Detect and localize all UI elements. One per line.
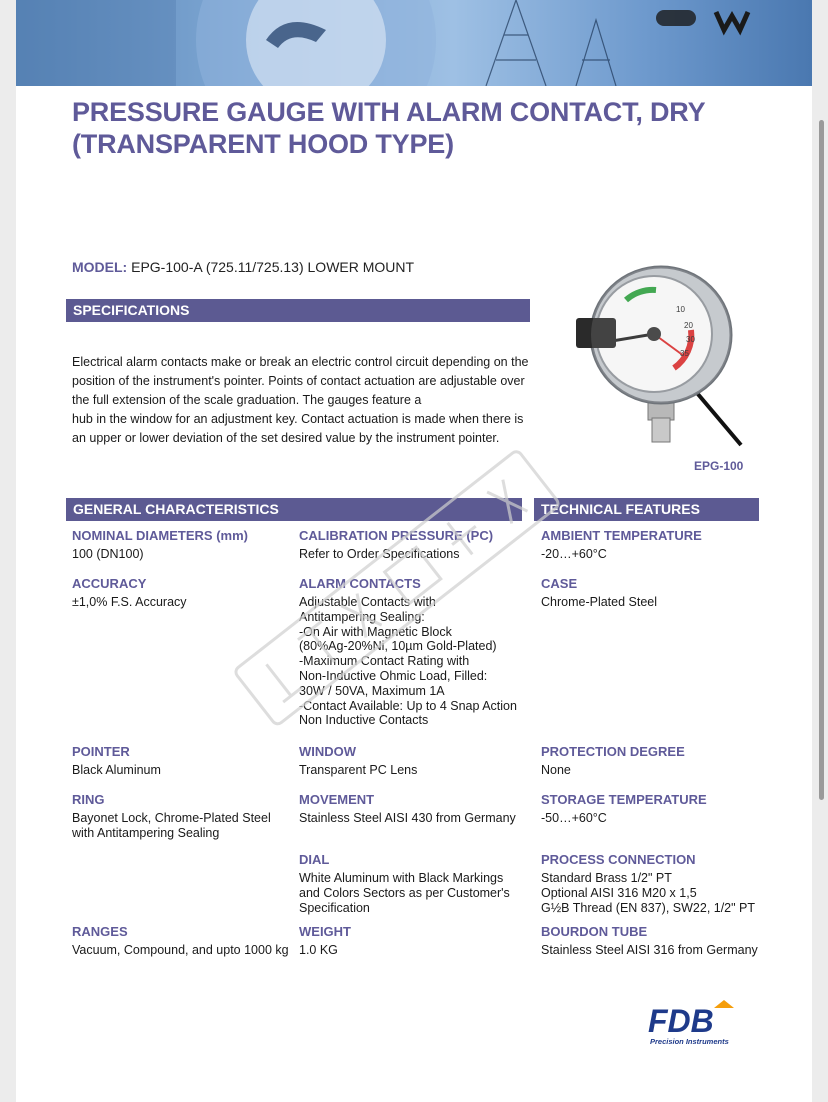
field-ring xyxy=(72,792,271,841)
technical-features-heading: TECHNICAL FEATURES xyxy=(534,498,759,521)
field-label: WINDOW xyxy=(299,744,357,759)
field-window xyxy=(299,744,417,778)
general-characteristics-heading: GENERAL CHARACTERISTICS xyxy=(66,498,522,521)
field-ranges xyxy=(72,924,289,958)
model-value: EPG-100-A (725.11/725.13) LOWER MOUNT xyxy=(131,259,415,275)
field-nominal-diameters xyxy=(72,528,248,562)
field-label: RING xyxy=(72,792,105,807)
field-label: CASE xyxy=(541,576,578,591)
field-value: Standard Brass 1/2" PT Optional AISI 316 M20 x 1,5 G½B Thread (EN 837), SW22, 1/2" PT xyxy=(541,871,756,915)
field-value: Transparent PC Lens xyxy=(299,763,418,777)
field-alarm-contacts xyxy=(299,576,517,728)
specifications-text xyxy=(72,353,532,448)
field-value: Stainless Steel AISI 430 from Germany xyxy=(299,811,516,825)
field-value: ±1,0% F.S. Accuracy xyxy=(72,595,187,609)
field-value: Chrome-Plated Steel xyxy=(541,595,658,609)
field-value: -20…+60°C xyxy=(541,547,607,561)
field-value: -50…+60°C xyxy=(541,811,607,825)
field-label: AMBIENT TEMPERATURE xyxy=(541,528,702,543)
spec-line: the full extension of the scale graduation. The gauges feature a xyxy=(72,393,422,407)
field-value: 100 (DN100) xyxy=(72,547,144,561)
spec-line: Electrical alarm contacts make or break an electric control circuit depending on the xyxy=(72,355,529,369)
field-label: RANGES xyxy=(72,924,128,939)
field-value: Stainless Steel AISI 316 from Germany xyxy=(541,943,758,957)
dial-number: 35 xyxy=(680,349,689,358)
field-label: DIAL xyxy=(299,852,330,867)
gauge-product-image xyxy=(556,260,756,455)
dial-number: 10 xyxy=(676,305,685,314)
field-bourdon-tube xyxy=(541,924,758,958)
field-calibration-pressure xyxy=(299,528,493,562)
field-dial xyxy=(299,852,510,915)
field-label: WEIGHT xyxy=(299,924,351,939)
field-value: White Aluminum with Black Markings and Colors Sectors as per Customer's Specification xyxy=(299,871,510,915)
field-value: Black Aluminum xyxy=(72,763,161,777)
field-label: ALARM CONTACTS xyxy=(299,576,421,591)
field-value: 1.0 KG xyxy=(299,943,338,957)
field-accuracy xyxy=(72,576,187,610)
field-label: POINTER xyxy=(72,744,130,759)
field-label: NOMINAL DIAMETERS (mm) xyxy=(72,528,248,543)
image-caption: EPG-100 xyxy=(694,459,744,473)
header-banner xyxy=(16,0,812,86)
scrollbar[interactable] xyxy=(819,120,824,800)
dial-number: 20 xyxy=(684,321,693,330)
field-value: Adjustable Contacts with Antitampering Sealing: -On Air with Magnetic Block (80%Ag-20%Ni, 10µm Gold-Plated) -Maximum Contact Rating with Non-Inductive Ohmic Load, Filled: 30W / 50VA, Maximum 1A -Contact Available: Up to 4 Snap Action Non Inductive Contacts xyxy=(299,595,517,728)
field-value: None xyxy=(541,763,571,777)
field-protection-degree xyxy=(541,744,685,778)
logo-text: FDB xyxy=(648,1003,714,1039)
page-title: PRESSURE GAUGE WITH ALARM CONTACT, DRY (TRANSPARENT HOOD TYPE) xyxy=(72,97,705,159)
field-weight xyxy=(299,924,351,958)
field-label: PROCESS CONNECTION xyxy=(541,852,696,867)
field-label: CALIBRATION PRESSURE (PC) xyxy=(299,528,494,543)
field-ambient-temperature xyxy=(541,528,702,562)
spec-line: an upper or lower deviation of the set desired value by the instrument pointer. xyxy=(72,431,500,445)
field-movement xyxy=(299,792,516,826)
field-pointer xyxy=(72,744,161,778)
field-label: MOVEMENT xyxy=(299,792,375,807)
spec-line: position of the instrument's pointer. Points of contact actuation are adjustable over xyxy=(72,374,525,388)
field-label: BOURDON TUBE xyxy=(541,924,648,939)
spec-line: hub in the window for an adjustment key. Contact actuation is made when there is xyxy=(72,412,524,426)
field-case xyxy=(541,576,657,610)
field-label: ACCURACY xyxy=(72,576,147,591)
field-label: STORAGE TEMPERATURE xyxy=(541,792,707,807)
fdb-logo xyxy=(644,998,754,1050)
field-value: Refer to Order Specifications xyxy=(299,547,460,561)
field-value: Bayonet Lock, Chrome-Plated Steel with Antitampering Sealing xyxy=(72,811,271,840)
document-page xyxy=(16,0,812,1102)
field-storage-temperature xyxy=(541,792,707,826)
field-process-connection xyxy=(541,852,755,915)
specifications-heading: SPECIFICATIONS xyxy=(66,299,530,322)
logo-tagline: Precision Instruments xyxy=(650,1037,729,1046)
field-label: PROTECTION DEGREE xyxy=(541,744,685,759)
model-label: MODEL: xyxy=(72,259,128,275)
field-value: Vacuum, Compound, and upto 1000 kg xyxy=(72,943,289,957)
model-line xyxy=(72,259,414,275)
dial-number: 30 xyxy=(686,335,695,344)
